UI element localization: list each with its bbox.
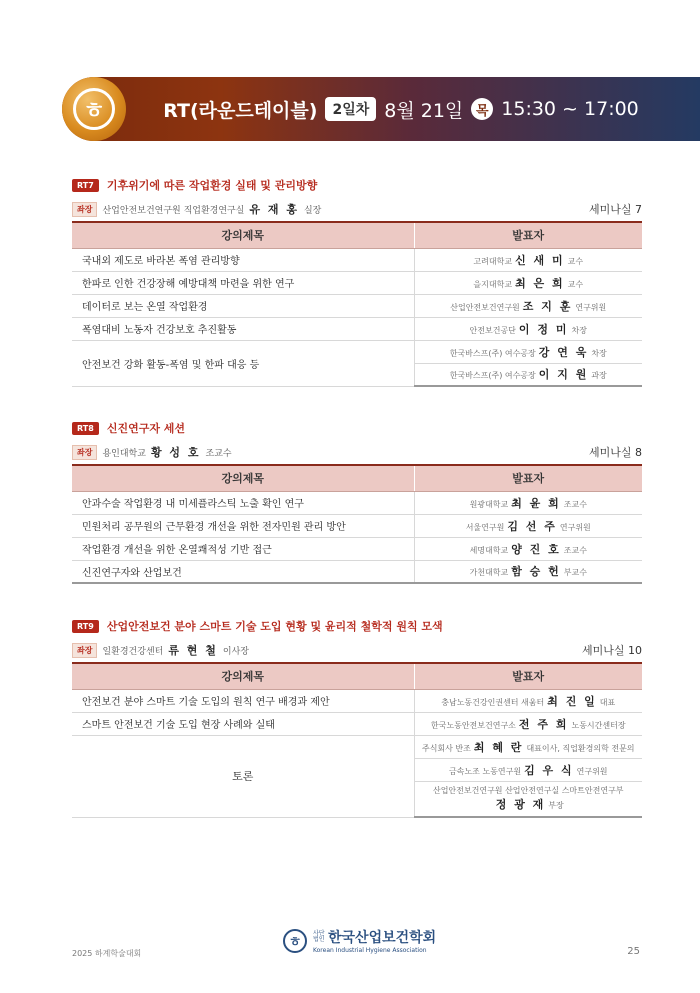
col-header-presenter: 발표자	[414, 222, 642, 248]
session-banner	[62, 77, 700, 141]
presenter-role: 대표	[599, 697, 616, 707]
org-english-name: Korean Industrial Hygiene Association	[313, 947, 427, 954]
org-logo-icon: ㅎ	[283, 929, 307, 953]
chair-role: 실장	[303, 205, 322, 216]
lecture-title: 안과수술 작업환경 내 미세플라스틱 노출 확인 연구	[72, 491, 414, 514]
presenter-affil: 고려대학교	[473, 256, 513, 266]
lecture-title: 스마트 안전보건 기술 도입 현장 사례와 실태	[72, 712, 414, 735]
presenter-name: 함 승 헌	[511, 565, 561, 579]
lecture-title: 국내외 제도로 바라본 폭염 관리방향	[72, 248, 414, 271]
presenter-role: 부장	[548, 801, 564, 811]
presenter-name: 최 은 희	[515, 276, 565, 290]
presenter-affil: 한국바스프(주) 여수공장	[449, 348, 536, 358]
logo-glyph: ㅎ	[73, 88, 115, 130]
session-tag: RT7	[72, 179, 99, 192]
lecture-title: 신진연구자와 산업보건	[72, 560, 414, 583]
chair-role: 이사장	[222, 646, 249, 657]
presenter-name: 정 광 재	[495, 798, 546, 812]
presenter-affil: 산업안전보건연구원 산업안전연구실 스마트안전연구부	[432, 786, 624, 796]
banner-date: 8월 21일	[384, 99, 464, 122]
schedule-table	[72, 221, 642, 387]
presenter-name: 김 우 식	[524, 763, 574, 777]
presenter-affil: 가천대학교	[469, 568, 509, 578]
presenter-role: 조교수	[563, 499, 587, 509]
table-row	[72, 340, 642, 363]
chair-affiliation: 용인대학교	[102, 448, 146, 459]
presenter-affil: 서울연구원	[465, 522, 505, 532]
table-row	[72, 514, 642, 537]
presenter-affil: 한국노동안전보건연구소	[430, 720, 516, 730]
presenter-role: 교수	[567, 279, 584, 289]
chair-affiliation: 일환경건강센터	[102, 646, 164, 657]
presenter-affil: 원광대학교	[469, 499, 509, 509]
table-row	[72, 271, 642, 294]
presenter-role: 연구위원	[576, 766, 608, 776]
day-of-week-badge: 목	[471, 98, 493, 120]
presenter-affil: 충남노동건강인권센터 새움터	[441, 697, 545, 707]
presenter-name: 이 지 원	[538, 368, 589, 382]
chair-role: 조교수	[205, 448, 232, 459]
table-row	[72, 712, 642, 735]
presenter-name: 조 지 훈	[522, 299, 573, 313]
chair-name: 유 재 홍	[249, 203, 299, 216]
room-label: 세미나실 8	[589, 446, 642, 459]
lecture-title: 민원처리 공무원의 근무환경 개선을 위한 전자민원 관리 방안	[72, 514, 414, 537]
lecture-title: 안전보건 강화 활동-폭염 및 한파 대응 등	[72, 340, 414, 386]
chair-label: 좌장	[72, 643, 97, 658]
lecture-title: 폭염대비 노동자 건강보호 추진활동	[72, 317, 414, 340]
lecture-title: 안전보건 분야 스마트 기술 도입의 원칙 연구 배경과 제안	[72, 689, 414, 712]
col-header-title: 강의제목	[72, 222, 414, 248]
session-rt8	[72, 420, 642, 584]
lecture-title: 데이터로 보는 온열 작업환경	[72, 294, 414, 317]
session-title: 신진연구자 세션	[106, 422, 186, 435]
schedule-table	[72, 464, 642, 584]
session-tag: RT9	[72, 620, 99, 633]
room-label: 세미나실 10	[582, 644, 642, 657]
col-header-title: 강의제목	[72, 663, 414, 689]
room-label: 세미나실 7	[589, 203, 642, 216]
table-row	[72, 491, 642, 514]
presenter-role: 대표이사, 직업환경의학 전문의	[526, 743, 635, 753]
presenter-role: 차장	[591, 348, 607, 358]
table-row	[72, 537, 642, 560]
presenter-affil: 세명대학교	[469, 545, 509, 555]
chair-label: 좌장	[72, 445, 97, 460]
chair-name: 황 성 호	[150, 446, 201, 459]
presenter-role: 조교수	[563, 545, 587, 555]
presenter-affil: 한국바스프(주) 여수공장	[449, 371, 536, 381]
session-rt9	[72, 618, 642, 818]
presenter-affil: 금속노조 노동연구원	[448, 766, 522, 776]
presenter-role: 부교수	[563, 568, 587, 578]
table-row	[72, 689, 642, 712]
presenter-name: 강 연 욱	[538, 345, 589, 359]
presenter-name: 최 진 일	[547, 694, 597, 708]
org-prefix: 사단법인	[313, 930, 325, 943]
presenter-affil: 을지대학교	[473, 279, 513, 289]
presenter-affil: 산업안전보건연구원	[450, 302, 520, 312]
presenter-role: 연구위원	[559, 522, 591, 532]
col-header-presenter: 발표자	[414, 465, 642, 491]
lecture-title: 토론	[72, 735, 414, 817]
presenter-role: 과장	[591, 371, 607, 381]
presenter-role: 연구위원	[575, 302, 607, 312]
page-number: 25	[627, 946, 640, 957]
banner-title: RT(라운드테이블)	[163, 99, 318, 122]
table-row	[72, 248, 642, 271]
presenter-name: 이 정 미	[518, 322, 569, 336]
presenter-name: 전 주 희	[518, 717, 569, 731]
presenter-affil: 주식회사 반조	[421, 743, 471, 753]
session-rt7	[72, 177, 642, 387]
footer-event: 2025 하계학술대회	[72, 949, 142, 958]
table-row	[72, 294, 642, 317]
presenter-name: 신 새 미	[515, 253, 565, 267]
presenter-role: 노동시간센터장	[571, 720, 626, 730]
schedule-table	[72, 662, 642, 818]
presenter-name: 최 윤 희	[511, 496, 561, 510]
presenter-name: 김 선 주	[507, 519, 557, 533]
session-title: 산업안전보건 분야 스마트 기술 도입 현황 및 윤리적 철학적 원칙 모색	[106, 620, 443, 633]
table-row	[72, 317, 642, 340]
table-row	[72, 560, 642, 583]
banner-time: 15:30 ~ 17:00	[501, 98, 639, 120]
day-badge: 2일차	[325, 97, 376, 121]
col-header-presenter: 발표자	[414, 663, 642, 689]
lecture-title: 작업환경 개선을 위한 온열쾌적성 기반 접근	[72, 537, 414, 560]
col-header-title: 강의제목	[72, 465, 414, 491]
org-logo-block	[283, 927, 436, 954]
chair-name: 류 현 철	[168, 644, 218, 657]
presenter-name: 양 진 호	[511, 542, 561, 556]
chair-label: 좌장	[72, 202, 97, 217]
presenter-role: 차장	[571, 325, 587, 335]
presenter-affil: 안전보건공단	[469, 325, 516, 335]
table-row	[72, 735, 642, 758]
presenter-role: 교수	[567, 256, 584, 266]
org-name: 한국산업보건학회	[328, 930, 437, 946]
presenter-name: 최 혜 란	[473, 740, 524, 754]
session-title: 기후위기에 따른 작업환경 실태 및 관리방향	[106, 179, 318, 192]
society-logo-icon	[62, 77, 126, 141]
session-tag: RT8	[72, 422, 99, 435]
chair-affiliation: 산업안전보건연구원 직업환경연구실	[102, 205, 245, 216]
lecture-title: 한파로 인한 건강장해 예방대책 마련을 위한 연구	[72, 271, 414, 294]
